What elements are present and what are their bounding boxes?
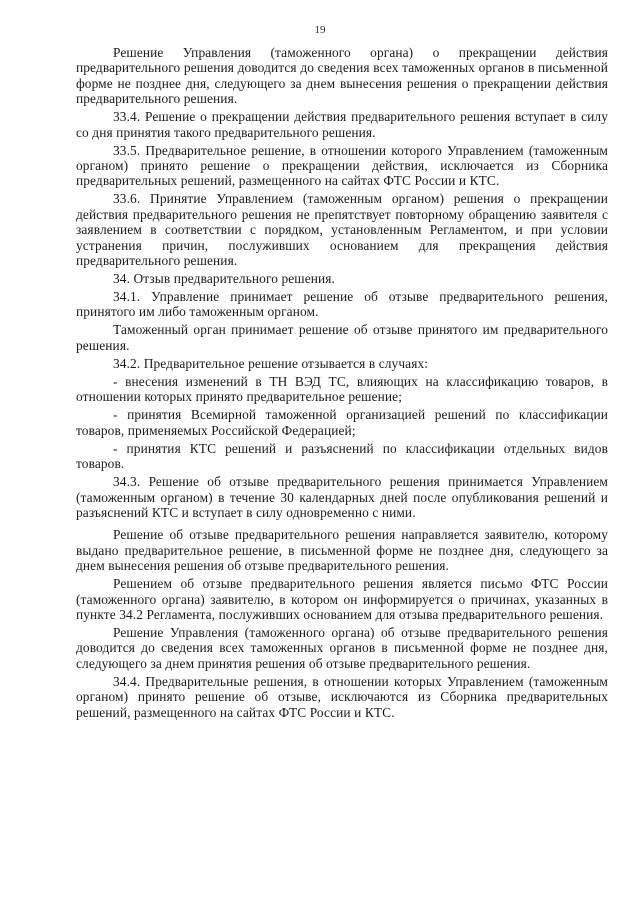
list-item-wco-decisions: - принятия Всемирной таможенной организацией решений по классификации товаров, применяемых Российской Федерацией; bbox=[76, 407, 608, 438]
paragraph-33-5: 33.5. Предварительное решение, в отношении которого Управлением (таможенным органом) принято решение о прекращении действия, исключается из Сборника предварительных решений, размещенного на сайтах ФТС России и КТС. bbox=[76, 142, 608, 189]
list-item-kts-decisions: - принятия КТС решений и разъяснений по классификации отдельных видов товаров. bbox=[76, 440, 608, 472]
list-item-tnved-changes: - внесения изменений в ТН ВЭД ТС, влияющих на классификацию товаров, в отношении которых принято предварительное решение; bbox=[76, 373, 608, 405]
paragraph-revocation-letter: Решением об отзыве предварительного решения является письмо ФТС России (таможенного органа) заявителю, в котором он информируется о причинах, указанных в пункте 34.2 Регламента, послуживших основанием для отзыва предварительного решения. bbox=[76, 576, 608, 622]
paragraph-34-3: 34.3. Решение об отзыве предварительного решения принимается Управлением (таможенным органом) в течение 30 календарных дней после опубликования решений и разъяснений КТС и вступает в силу одновременно с ними. bbox=[76, 474, 608, 520]
paragraph-revocation-sent: Решение об отзыве предварительного решения направляется заявителю, которому выдано предварительное решение, в письменной форме не позднее дня, следующего за днем вынесения решения об отзыве предварительного решения. bbox=[76, 527, 608, 574]
paragraph-34-2: 34.2. Предварительное решение отзывается в случаях: bbox=[113, 355, 429, 371]
document-body bbox=[76, 45, 608, 723]
paragraph-customs-body-revocation: Таможенный орган принимает решение об отзыве принятого им предварительного решения. bbox=[76, 322, 608, 353]
paragraph-33-6: 33.6. Принятие Управлением (таможенным органом) решения о прекращении действия предварительного решения не препятствует повторному обращению заявителя с заявлением в соответствии с порядком, установленным Регламентом, и при условии устранения причин, послуживших основанием для прекращения действия предварительного решения. bbox=[76, 191, 608, 269]
paragraph-termination-notice: Решение Управления (таможенного органа) о прекращении действия предварительного решения доводится до сведения всех таможенных органов в письменной форме не позднее дня, следующего за днем вынесения решения о прекращении действия предварительного решения. bbox=[76, 45, 608, 107]
paragraph-34-4: 34.4. Предварительные решения, в отношении которых Управлением (таможенным органом) принято решение об отзыве, исключаются из Сборника предварительных решений, размещенного на сайтах ФТС России и КТС. bbox=[76, 673, 608, 720]
paragraph-33-4: 33.4. Решение о прекращении действия предварительного решения вступает в силу со дня принятия такого предварительного решения. bbox=[76, 109, 608, 140]
paragraph-34-heading: 34. Отзыв предварительного решения. bbox=[113, 271, 335, 287]
paragraph-34-1: 34.1. Управление принимает решение об отзыве предварительного решения, принятого им либо таможенным органом. bbox=[76, 289, 608, 320]
page-number: 19 bbox=[314, 24, 326, 36]
paragraph-revocation-notice: Решение Управления (таможенного органа) об отзыве предварительного решения доводится до сведения всех таможенных органов в письменной форме не позднее дня, следующего за днем принятия решения об отзыве предварительного решения. bbox=[76, 624, 608, 671]
